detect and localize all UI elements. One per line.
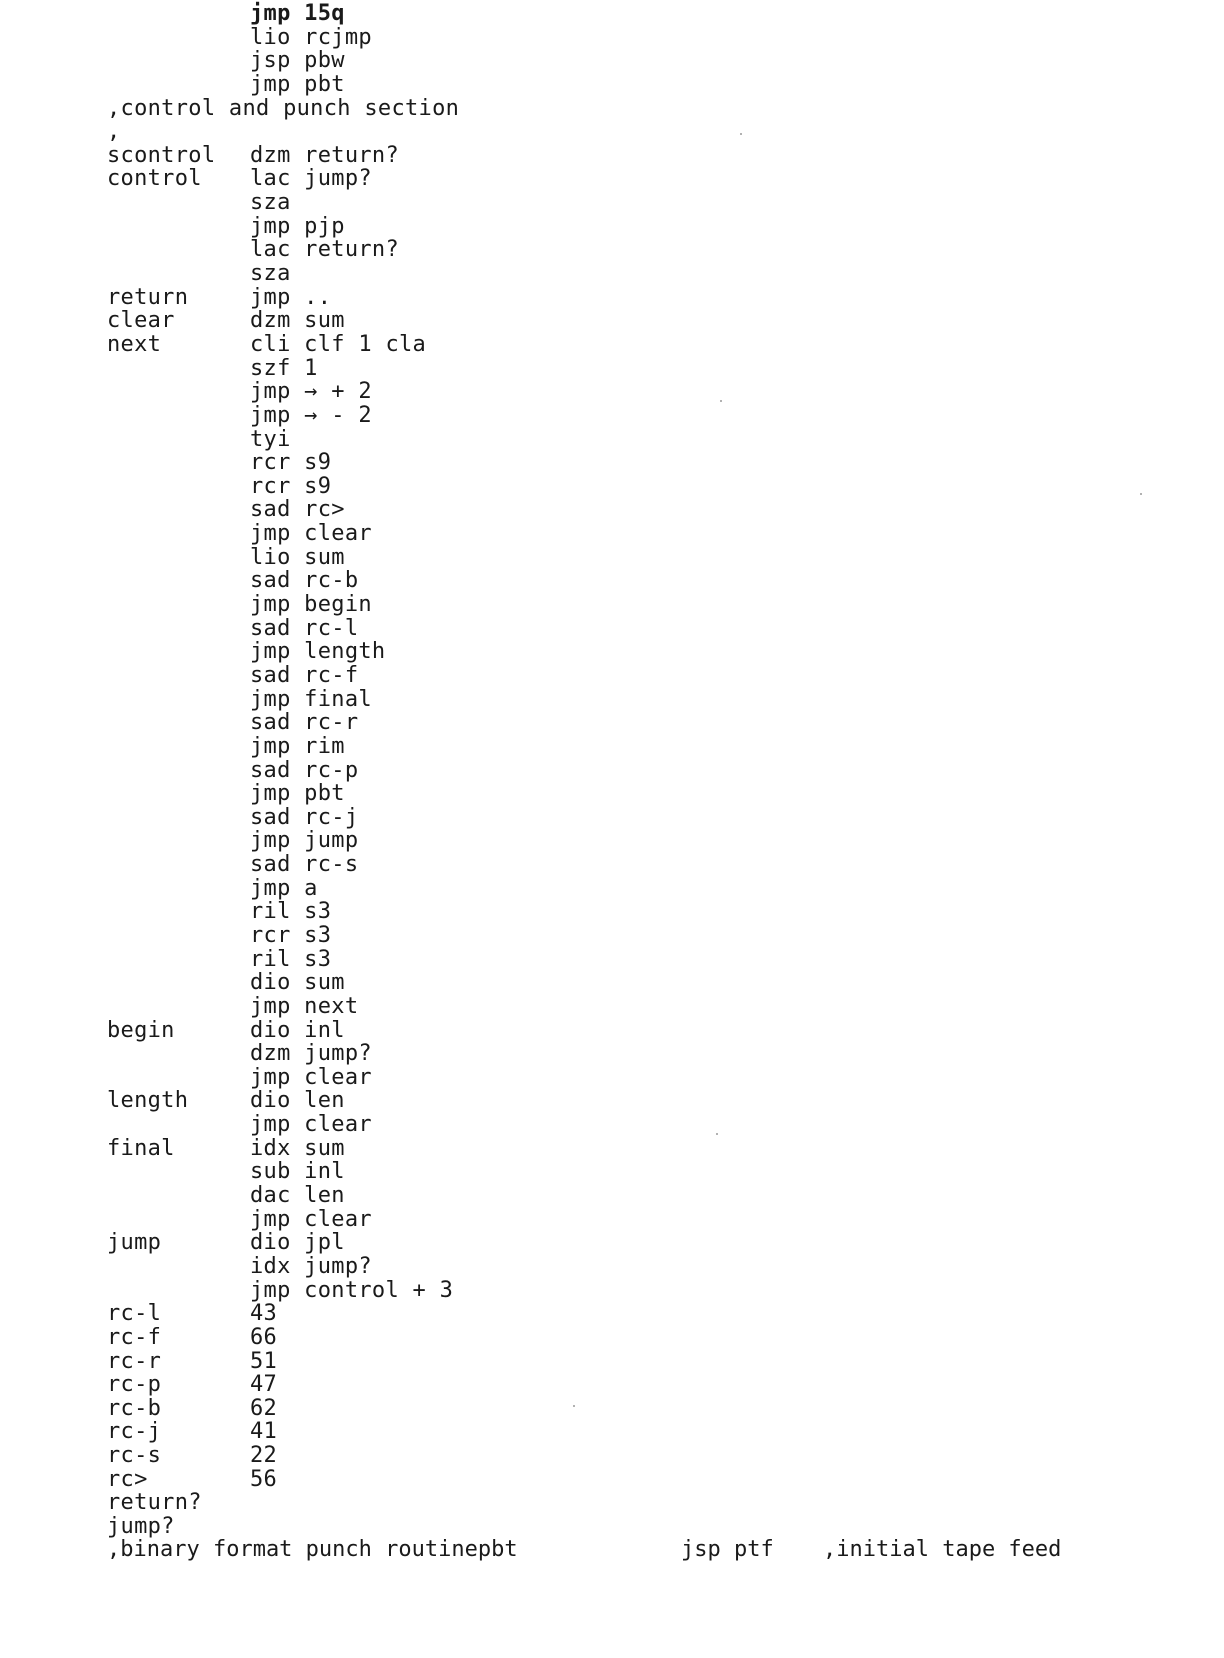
instruction-text: sad rc-b [250,568,359,594]
instruction-text: 56 [250,1466,278,1492]
paper-speck [720,400,722,402]
symbol-label: rc-s [107,1443,162,1469]
symbol-label: final [107,1135,175,1161]
instruction-text: dzm jump? [250,1041,372,1067]
instruction-text: idx jump? [250,1253,372,1279]
instruction-text: ril s3 [250,946,332,972]
footer-comment-right: ,initial tape feed [823,1537,1062,1562]
comment-text: , [107,119,121,145]
paper-speck [573,1405,575,1407]
footer-comment-left: ,binary format punch routinepbt [107,1537,518,1562]
instruction-text: szf 1 [250,355,318,381]
instruction-text: sad rc-s [250,852,359,878]
instruction-text: tyi [250,426,291,452]
instruction-text: lio rcjmp [250,24,372,50]
instruction-text: dzm return? [250,142,399,168]
footer-line [107,1538,1207,1562]
instruction-text: lac return? [250,237,399,263]
instruction-text: jmp jump [250,828,359,854]
instruction-text: 51 [250,1348,278,1374]
instruction-text: lac jump? [250,166,372,192]
instruction-text: dio len [250,1088,345,1114]
symbol-label: length [107,1088,189,1114]
instruction-text: 47 [250,1372,278,1398]
symbol-label: jump? [107,1514,175,1539]
instruction-text: jmp final [250,686,372,712]
instruction-text: jmp → + 2 [250,379,372,405]
instruction-text: rcr s3 [250,922,332,948]
instruction-text: jmp pbt [250,71,345,97]
symbol-label: begin [107,1017,175,1043]
symbol-label: rc-b [107,1395,162,1421]
instruction-text: dac len [250,1183,345,1209]
symbol-label: scontrol [107,142,216,168]
symbol-label: rc-p [107,1372,162,1398]
instruction-text: jmp pbt [250,781,345,807]
instruction-text: sad rc-j [250,804,359,830]
paper-speck [1140,493,1142,495]
instruction-text: jmp pjp [250,213,345,239]
paper-speck [716,1133,718,1135]
instruction-text: ril s3 [250,899,332,925]
instruction-text: lio sum [250,544,345,570]
instruction-text: jmp length [250,639,386,665]
paper-speck [740,133,742,135]
instruction-text: 41 [250,1419,278,1445]
instruction-text: idx sum [250,1135,345,1161]
symbol-label: control [107,166,202,192]
instruction-text: sub inl [250,1159,345,1185]
symbol-label: jump [107,1230,162,1256]
instruction-text: jmp clear [250,1112,372,1138]
symbol-label: rc-l [107,1301,162,1327]
instruction-text: jmp clear [250,1206,372,1232]
instruction-text: sad rc-f [250,662,359,688]
instruction-text: sad rc> [250,497,345,523]
instruction-text: 62 [250,1395,278,1421]
symbol-label: return? [107,1490,202,1516]
symbol-label: return [107,284,189,310]
instruction-text: jmp clear [250,1064,372,1090]
symbol-label: clear [107,308,175,334]
instruction-text: 22 [250,1443,278,1469]
instruction-text: sad rc-l [250,615,359,641]
instruction-text: jmp rim [250,733,345,759]
symbol-label: rc-r [107,1348,162,1374]
instruction-text: dio jpl [250,1230,345,1256]
instruction-text: sad rc-r [250,710,359,736]
instruction-text: jmp a [250,875,318,901]
symbol-label: rc> [107,1466,148,1492]
instruction-text: sza [250,190,291,216]
instruction-text: rcr s9 [250,450,332,476]
instruction-text: jmp .. [250,284,332,310]
instruction-text: jmp clear [250,521,372,547]
instruction-text: jmp begin [250,592,372,618]
instruction-text: 43 [250,1301,278,1327]
instruction-text: dio inl [250,1017,345,1043]
instruction-text: jmp control + 3 [250,1277,454,1303]
footer-instruction: jsp ptf [681,1537,774,1562]
instruction-text: dio sum [250,970,345,996]
symbol-label: rc-f [107,1324,162,1350]
symbol-label: rc-j [107,1419,162,1445]
instruction-text: dzm sum [250,308,345,334]
instruction-text: jmp → - 2 [250,402,372,428]
symbol-label: next [107,331,162,357]
instruction-text: sad rc-p [250,757,359,783]
instruction-text: sza [250,261,291,287]
instruction-text: rcr s9 [250,473,332,499]
instruction-text: jsp pbw [250,48,345,74]
comment-text: ,control and punch section [107,95,460,121]
instruction-text: jmp 15q [250,1,345,26]
instruction-text: 66 [250,1324,278,1350]
instruction-text: jmp next [250,993,359,1019]
instruction-text: cli clf 1 cla [250,331,427,357]
